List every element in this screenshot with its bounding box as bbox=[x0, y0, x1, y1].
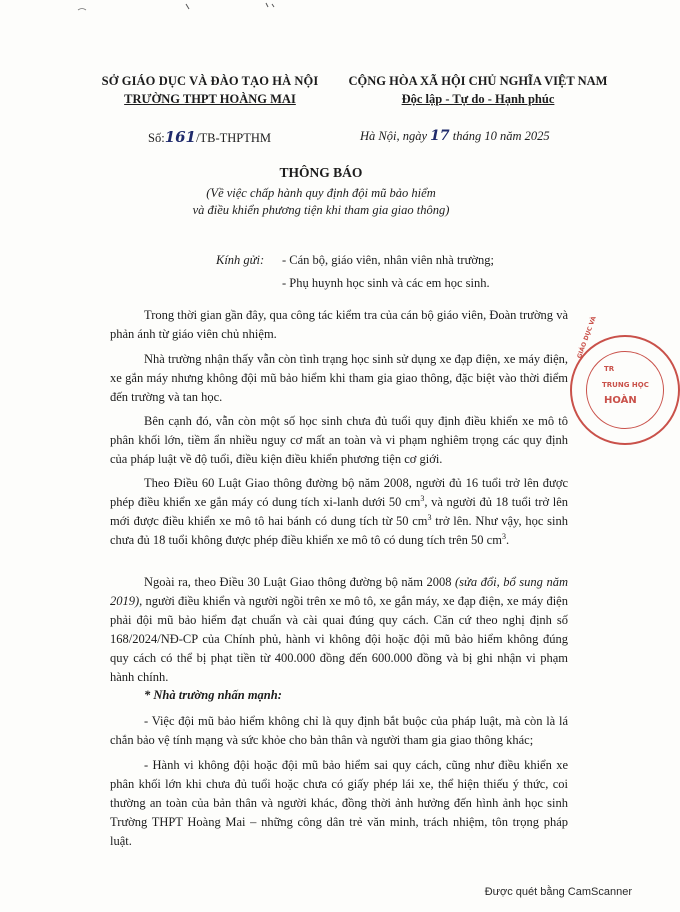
doc-number-prefix: Số: bbox=[148, 131, 165, 145]
paragraph-5-text bbox=[110, 573, 568, 687]
emphasis-heading: * Nhà trường nhấn mạnh: bbox=[144, 688, 282, 702]
seal-inner-ring bbox=[586, 351, 664, 429]
nation-name: CỘNG HÒA XÃ HỘI CHỦ NGHĨA VIỆT NAM bbox=[348, 74, 608, 88]
paragraph-3 bbox=[110, 412, 568, 469]
subtitle-line-1: (Về việc chấp hành quy định đội mũ bảo hiểm bbox=[206, 186, 436, 200]
bullet-2 bbox=[110, 756, 568, 851]
p4-sup-2: 3 bbox=[427, 512, 432, 522]
p4-part-d: . bbox=[505, 533, 510, 547]
seal-text-middle: TRUNG HỌC bbox=[602, 381, 649, 389]
bullet-1-text: - Việc đội mũ bảo hiểm không chỉ là quy định bắt buộc của pháp luật, mà còn là lá chắn bảo vệ tính mạng và sức khỏe cho bản thân và người tham gia giao thông khác; bbox=[110, 714, 568, 747]
top-edge-marks bbox=[0, 0, 642, 40]
official-seal-stamp bbox=[570, 315, 680, 445]
header-right bbox=[328, 74, 628, 107]
paragraph-1 bbox=[110, 306, 568, 344]
document-title: THÔNG BÁO bbox=[279, 165, 363, 180]
p5-part-a: Ngoài ra, theo Điều 30 Luật Giao thông đường bộ năm 2008 bbox=[144, 575, 455, 589]
seal-ring-text: GIÁO DỤC VÀ bbox=[576, 315, 598, 360]
bullet-2-text: - Hành vi không đội hoặc đội mũ bảo hiểm sai quy cách, cũng như điều khiển xe phân khối lớn khi chưa đủ tuổi hoặc chưa có giấy phép lái xe, thể hiện thiếu ý thức, coi thường an toàn của bản thân và người khác, đồng thời ảnh hưởng đến hình ảnh học sinh Trường THPT Hoàng Mai – những công dân trẻ văn minh, trách nhiệm, tôn trọng pháp luật. bbox=[110, 758, 568, 848]
doc-number-suffix: /TB-THPTHM bbox=[196, 131, 271, 145]
organization-name: SỞ GIÁO DỤC VÀ ĐÀO TẠO HÀ NỘI bbox=[101, 74, 319, 88]
school-name: TRƯỜNG THPT HOÀNG MAI bbox=[124, 92, 296, 106]
national-motto: Độc lập - Tự do - Hạnh phúc bbox=[401, 92, 555, 106]
seal-text-top: TR bbox=[604, 365, 615, 373]
seal-text-bottom: HOÀN bbox=[604, 395, 637, 406]
date-rest: tháng 10 năm 2025 bbox=[452, 129, 550, 143]
doc-number-handwritten: 161 bbox=[164, 128, 196, 146]
scanner-watermark: Được quét bằng CamScanner bbox=[484, 886, 632, 898]
paragraph-2 bbox=[110, 350, 568, 407]
p4-sup-3: 3 bbox=[501, 531, 506, 541]
p5-part-b: , người điều khiển và người ngồi trên xe mô tô, xe gắn máy, xe đạp điện, xe máy điện phải đội mũ bảo hiểm đạt chuẩn và cài quai đúng quy cách. Căn cứ theo nghị định số 168/2024/NĐ-CP của Chính phủ, hành vi không đội hoặc đội mũ bảo hiểm không đúng quy cách có thể bị phạt tiền từ 400.000 đồng đến 600.000 đồng và bị ghi nhận vi phạm hành chính. bbox=[110, 594, 568, 684]
paragraph-4-text bbox=[110, 474, 568, 550]
bullet-1 bbox=[110, 712, 568, 750]
document-subtitle bbox=[0, 185, 642, 219]
p5-amendment-note: (sửa đổi, bổ sung năm 2019) bbox=[110, 575, 568, 608]
paragraph-4 bbox=[110, 474, 568, 550]
header-left bbox=[100, 74, 320, 107]
paragraph-2-text: Nhà trường nhận thấy vẫn còn tình trạng học sinh sử dụng xe đạp điện, xe máy điện, xe gắn máy nhưng không đội mũ bảo hiểm khi tham gia giao thông, đặc biệt vào thời điểm đến trường và tan học. bbox=[110, 352, 568, 404]
document-number bbox=[148, 128, 271, 146]
subtitle-line-2: và điều khiển phương tiện khi tham gia giao thông) bbox=[192, 203, 450, 217]
paragraph-1-text: Trong thời gian gần đây, qua công tác kiểm tra của cán bộ giáo viên, Đoàn trường và phản ánh từ giáo viên chủ nhiệm. bbox=[110, 308, 568, 341]
p4-part-a: Theo Điều 60 Luật Giao thông đường bộ năm 2008, người đủ 16 tuổi trở lên được phép điều khiển xe gắn máy có dung tích xi-lanh dưới 50 cm bbox=[110, 476, 568, 509]
p4-part-c: trở lên. Như vậy, học sinh chưa đủ 18 tuổi không được phép điều khiển xe mô tô có dung tích trên 50 cm bbox=[110, 514, 568, 547]
recipients-label: Kính gửi: bbox=[216, 253, 265, 267]
recipient-2: - Phụ huynh học sinh và các em học sinh. bbox=[282, 276, 490, 290]
paragraph-3-text: Bên cạnh đó, vẫn còn một số học sinh chưa đủ tuổi quy định điều khiển xe mô tô phân khối lớn, tiềm ẩn nhiều nguy cơ mất an toàn và vi phạm nghiêm trọng các quy định của pháp luật về độ tuổi, điều kiện điều khiển phương tiện cơ giới. bbox=[110, 414, 568, 466]
p4-part-b: , và người đủ 18 tuổi trở lên mới được điều khiển xe mô tô hai bánh có dung tích từ 50 cm bbox=[110, 495, 568, 528]
date-place: Hà Nội, ngày bbox=[360, 129, 428, 143]
date-day-handwritten: 17 bbox=[430, 128, 450, 144]
recipient-1: - Cán bộ, giáo viên, nhân viên nhà trường; bbox=[282, 253, 494, 267]
document-date bbox=[360, 128, 550, 144]
paragraph-5 bbox=[110, 573, 568, 687]
p4-sup-1: 3 bbox=[420, 493, 425, 503]
